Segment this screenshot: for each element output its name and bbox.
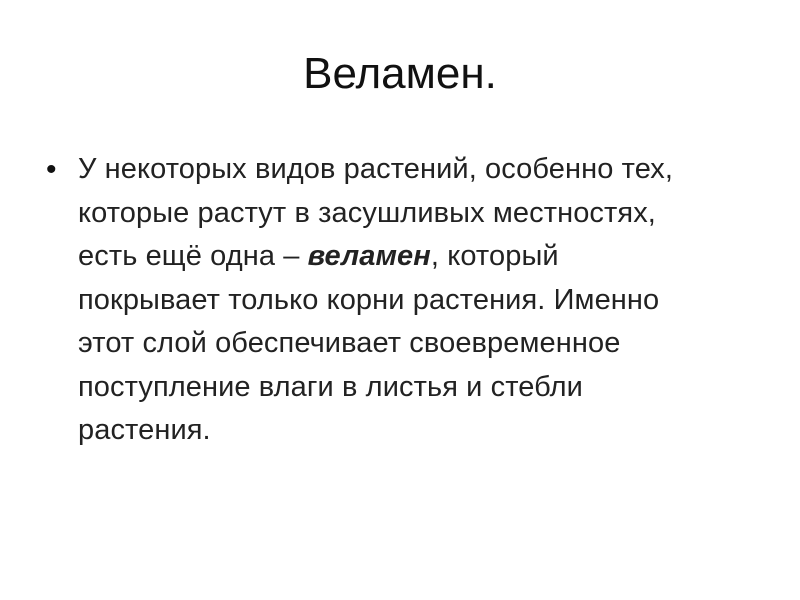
bullet-text-before: У некоторых видов растений, особенно тех, которые растут в засушливых местностях, есть ещё одна – (78, 153, 674, 272)
bullet-text-after: , который покрывает только корни растения. Именно этот слой обеспечивает своевременное поступление влаги в листья и стебли растения. (78, 240, 660, 446)
slide-content (40, 148, 740, 453)
bullet-item (40, 148, 740, 453)
bullet-dot-icon: • (46, 153, 57, 186)
bullet-text (78, 148, 698, 453)
bullet-emphasis-term: веламен (307, 240, 431, 272)
slide-title: Веламен. (303, 49, 497, 98)
